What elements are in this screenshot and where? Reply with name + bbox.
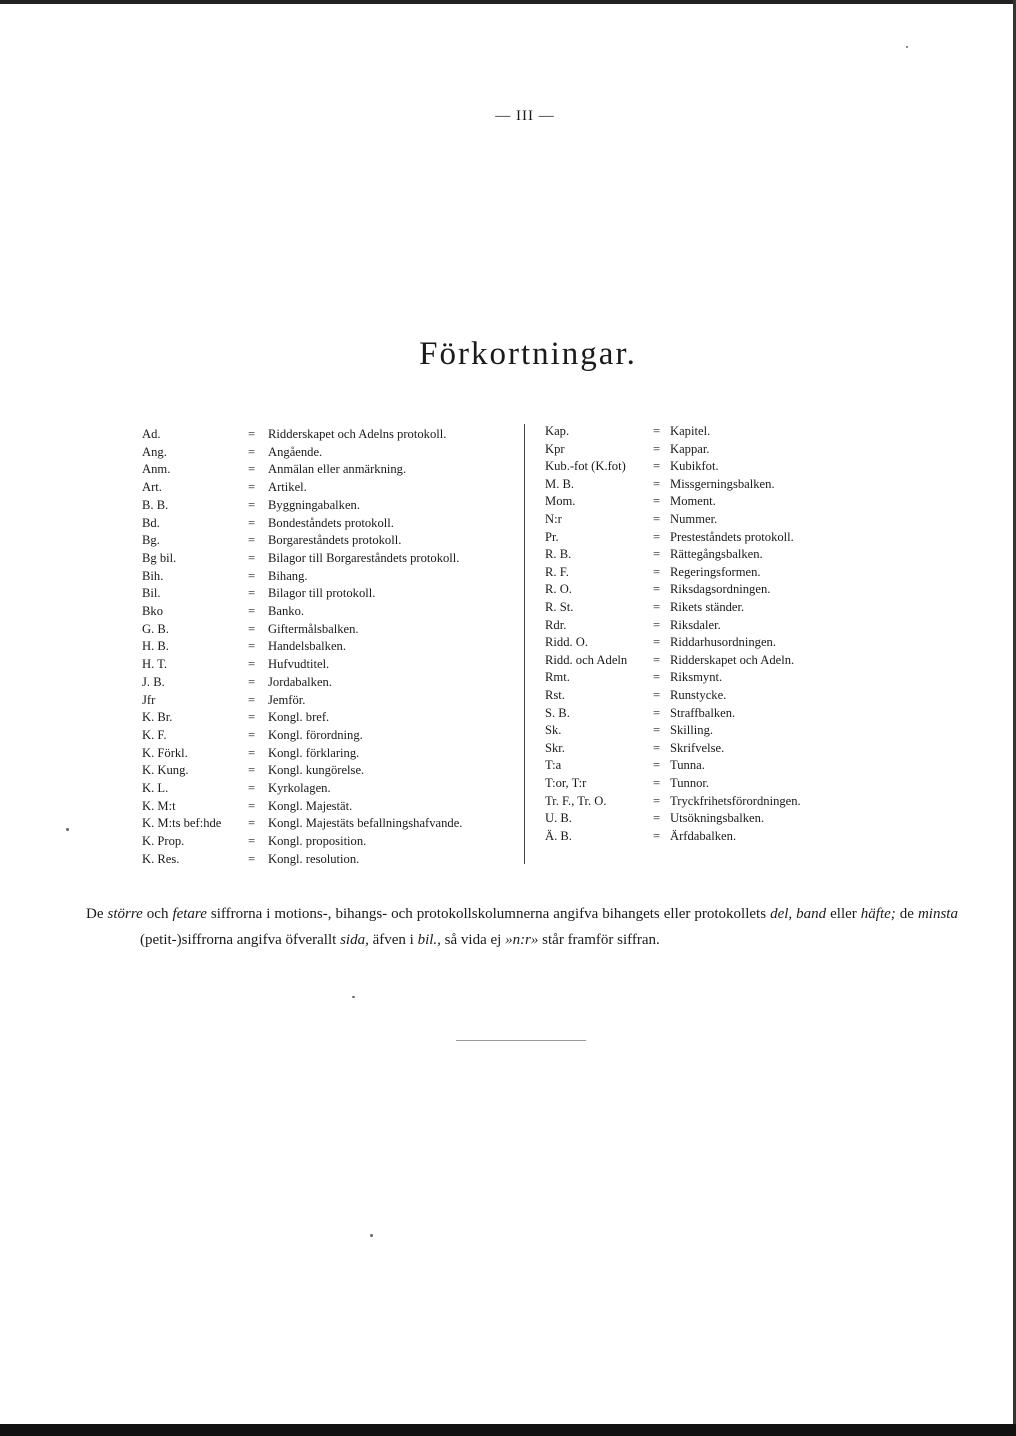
equals-sign: = [653,476,661,491]
equals-sign: = [248,444,256,459]
abbreviation-row [142,814,512,832]
definition: Moment. [670,494,716,509]
abbreviation-row [142,850,512,868]
abbreviation-row [142,744,512,762]
abbreviation-row [545,440,845,458]
definition: Kongl. resolution. [268,851,360,866]
definition: Rikets ständer. [670,600,745,614]
definition: Kongl. förordning. [268,727,363,742]
definition: Riksmynt. [670,670,723,685]
abbreviation: Rst. [545,688,565,702]
definition: Riddarhusordningen. [670,635,776,650]
abbreviation: Ridd. O. [545,635,589,650]
definition: Jemför. [268,692,306,707]
abbreviation-row [545,633,845,651]
abbreviation: J. B. [142,674,165,689]
definition: Artikel. [268,480,307,495]
abbreviation: Skr. [545,740,565,755]
abbreviation: Bko [142,604,163,618]
abbreviation-row [545,457,845,475]
abbreviation-row [545,774,845,792]
explanatory-note [86,901,958,953]
definition: Banko. [268,604,305,618]
equals-sign: = [653,688,661,702]
equals-sign: = [653,828,661,843]
abbreviation: Anm. [142,462,171,477]
equals-sign: = [653,793,661,808]
abbreviation-row [142,673,512,691]
equals-sign: = [653,459,661,474]
definition: Jordabalken. [268,674,332,689]
definition: Missgerningsbalken. [670,476,775,491]
equals-sign: = [248,568,256,583]
equals-sign: = [248,604,256,618]
abbreviation-row [142,514,512,532]
abbreviation: R. St. [545,600,574,614]
note-paragraph: De större och fetare siffrorna i motions-, bihangs- och protokollskolumnerna angifva bihangets eller protokollets del, band eller häfte; de minsta (petit-)siffrorna angifva öfverallt sida, äfven i bil., så vida ej »n:r» står framför siffran. [86,906,958,948]
definition: Runstycke. [670,688,727,702]
equals-sign: = [653,547,661,562]
abbreviation: Pr. [545,529,559,544]
abbreviation: K. Prop. [142,834,185,849]
abbreviation: K. L. [142,781,169,795]
abbreviation-row [142,708,512,726]
abbreviation-row [142,496,512,514]
abbreviation-row [142,761,512,779]
definition: Riksdagsordningen. [670,582,771,597]
abbreviation-row [142,655,512,673]
equals-sign: = [653,564,661,579]
abbreviation-list-left [142,425,512,875]
abbreviation-row [142,425,512,443]
print-speck [66,828,69,831]
abbreviation: Sk. [545,723,562,738]
print-speck [906,46,908,48]
definition: Straffbalken. [670,705,736,720]
abbreviation-row [545,792,845,810]
bottom-border [0,1424,1016,1436]
definition: Kapitel. [670,424,711,438]
abbreviation-row [142,832,512,850]
abbreviation: Kub.-fot (K.fot) [545,459,626,474]
abbreviation-row [142,691,512,709]
abbreviation-row [142,549,512,567]
definition: Kongl. förklaring. [268,745,360,760]
abbreviation: Rmt. [545,670,570,685]
equals-sign: = [248,692,256,707]
equals-sign: = [248,427,256,441]
abbreviation-row [545,475,845,493]
abbreviation: K. Res. [142,851,180,866]
equals-sign: = [248,515,256,530]
abbreviation: Kpr [545,441,565,456]
equals-sign: = [248,727,256,742]
equals-sign: = [653,776,661,790]
equals-sign: = [248,480,256,495]
top-border [0,0,1016,4]
page-number: — III — [495,108,555,124]
definition: Hufvudtitel. [268,657,330,672]
abbreviation: Bd. [142,515,160,530]
abbreviation: H. T. [142,657,168,672]
equals-sign: = [653,670,661,685]
equals-sign: = [248,533,256,548]
abbreviation: Rdr. [545,617,567,632]
abbreviation-row [545,704,845,722]
definition: Presteståndets protokoll. [670,529,794,544]
definition: Kubikfot. [670,459,719,474]
abbreviation-row [545,668,845,686]
equals-sign: = [248,834,256,849]
equals-sign: = [248,851,256,866]
abbreviation: K. F. [142,727,167,742]
equals-sign: = [653,635,661,650]
abbreviation-row [545,616,845,634]
equals-sign: = [653,705,661,720]
equals-sign: = [248,462,256,477]
definition: Kongl. Majestäts befallningshafvande. [268,816,463,831]
abbreviation-row [545,510,845,528]
column-divider [524,424,525,864]
definition: Skrifvelse. [670,740,725,755]
abbreviation-row [545,827,845,845]
abbreviation-row [545,598,845,616]
abbreviation: K. Kung. [142,763,189,778]
abbreviation: Ang. [142,444,167,459]
page-title: Förkortningar. [419,336,637,372]
abbreviation-row [545,739,845,757]
equals-sign: = [653,424,661,438]
equals-sign: = [653,512,661,526]
abbreviation: K. Förkl. [142,745,188,760]
equals-sign: = [653,617,661,632]
abbreviation-row [545,809,845,827]
equals-sign: = [653,441,661,456]
definition: Kappar. [670,441,710,456]
abbreviation-row [545,756,845,774]
definition: Ridderskapet och Adelns protokoll. [268,427,447,441]
print-speck [370,1234,373,1237]
abbreviation: S. B. [545,705,570,720]
equals-sign: = [248,586,256,601]
abbreviation-row [545,721,845,739]
abbreviation-row [545,492,845,510]
abbreviation-row [142,602,512,620]
equals-sign: = [653,652,661,667]
definition: Kyrkolagen. [268,781,331,795]
abbreviation: N:r [545,512,562,526]
equals-sign: = [653,582,661,597]
equals-sign: = [653,811,661,826]
decorative-rule [456,1040,586,1041]
abbreviation: Bg bil. [142,550,177,565]
equals-sign: = [248,639,256,654]
equals-sign: = [248,798,256,813]
abbreviation: M. B. [545,476,575,491]
equals-sign: = [248,816,256,831]
equals-sign: = [653,723,661,738]
abbreviation-row [142,478,512,496]
definition: Handelsbalken. [268,639,346,654]
abbreviation-row [545,545,845,563]
definition: Bilagor till Borgareståndets protokoll. [268,550,460,565]
abbreviation-list-right [545,422,845,862]
definition: Kongl. proposition. [268,834,367,849]
abbreviation-row [142,726,512,744]
abbreviation: Bg. [142,533,160,548]
abbreviation: R. F. [545,564,569,579]
abbreviation-row [142,567,512,585]
abbreviation-row [545,651,845,669]
abbreviation-row [142,584,512,602]
definition: Bondeståndets protokoll. [268,515,394,530]
definition: Ridderskapet och Adeln. [670,652,795,667]
equals-sign: = [653,529,661,544]
definition: Riksdaler. [670,617,721,632]
abbreviation: R. O. [545,582,572,597]
equals-sign: = [248,763,256,778]
definition: Borgareståndets protokoll. [268,533,402,548]
equals-sign: = [248,657,256,672]
abbreviation: Bih. [142,568,164,583]
abbreviation: K. M:t [142,798,176,813]
abbreviation-row [545,563,845,581]
definition: Nummer. [670,512,718,526]
print-speck [352,996,355,998]
definition: Kongl. bref. [268,710,330,725]
equals-sign: = [653,600,661,614]
abbreviation: Ad. [142,427,161,441]
abbreviation-row [545,422,845,440]
definition: Tunna. [670,758,705,773]
abbreviation-row [142,460,512,478]
abbreviation: T:or, T:r [545,776,587,790]
abbreviation-row [545,686,845,704]
abbreviation: Mom. [545,494,576,509]
abbreviation: Tr. F., Tr. O. [545,793,607,808]
abbreviation-row [142,620,512,638]
abbreviation: Ridd. och Adeln [545,652,628,667]
abbreviation-row [142,531,512,549]
equals-sign: = [653,494,661,509]
abbreviation-row [142,443,512,461]
definition: Kongl. kungörelse. [268,763,365,778]
abbreviation-row [142,637,512,655]
abbreviation-row [545,580,845,598]
definition: Tryckfrihetsförordningen. [670,793,801,808]
equals-sign: = [248,621,256,636]
abbreviation: Bil. [142,586,161,601]
abbreviation: Jfr [142,692,156,707]
definition: Ärfdabalken. [670,828,737,843]
definition: Utsökningsbalken. [670,811,765,826]
definition: Giftermålsbalken. [268,621,359,636]
abbreviation: H. B. [142,639,169,654]
definition: Kongl. Majestät. [268,798,353,813]
abbreviation: R. B. [545,547,572,562]
abbreviation: K. Br. [142,710,173,725]
equals-sign: = [248,710,256,725]
abbreviation: G. B. [142,621,169,636]
equals-sign: = [248,745,256,760]
abbreviation: Art. [142,480,162,495]
equals-sign: = [248,550,256,565]
definition: Regeringsformen. [670,564,761,579]
abbreviation-row [545,528,845,546]
abbreviation-row [142,797,512,815]
definition: Bilagor till protokoll. [268,586,376,601]
abbreviation: B. B. [142,497,169,512]
definition: Tunnor. [670,776,710,790]
definition: Anmälan eller anmärkning. [268,462,407,477]
equals-sign: = [653,740,661,755]
definition: Byggningabalken. [268,497,360,512]
equals-sign: = [248,781,256,795]
definition: Angående. [268,444,323,459]
abbreviation: K. M:ts bef:hde [142,816,222,831]
abbreviation-row [142,779,512,797]
abbreviation: U. B. [545,811,572,826]
equals-sign: = [653,758,661,773]
definition: Rättegångsbalken. [670,547,763,562]
definition: Skilling. [670,723,714,738]
equals-sign: = [248,674,256,689]
definition: Bihang. [268,568,308,583]
equals-sign: = [248,497,256,512]
abbreviation: Ä. B. [545,828,572,843]
abbreviation: T:a [545,758,562,773]
abbreviation: Kap. [545,424,570,438]
